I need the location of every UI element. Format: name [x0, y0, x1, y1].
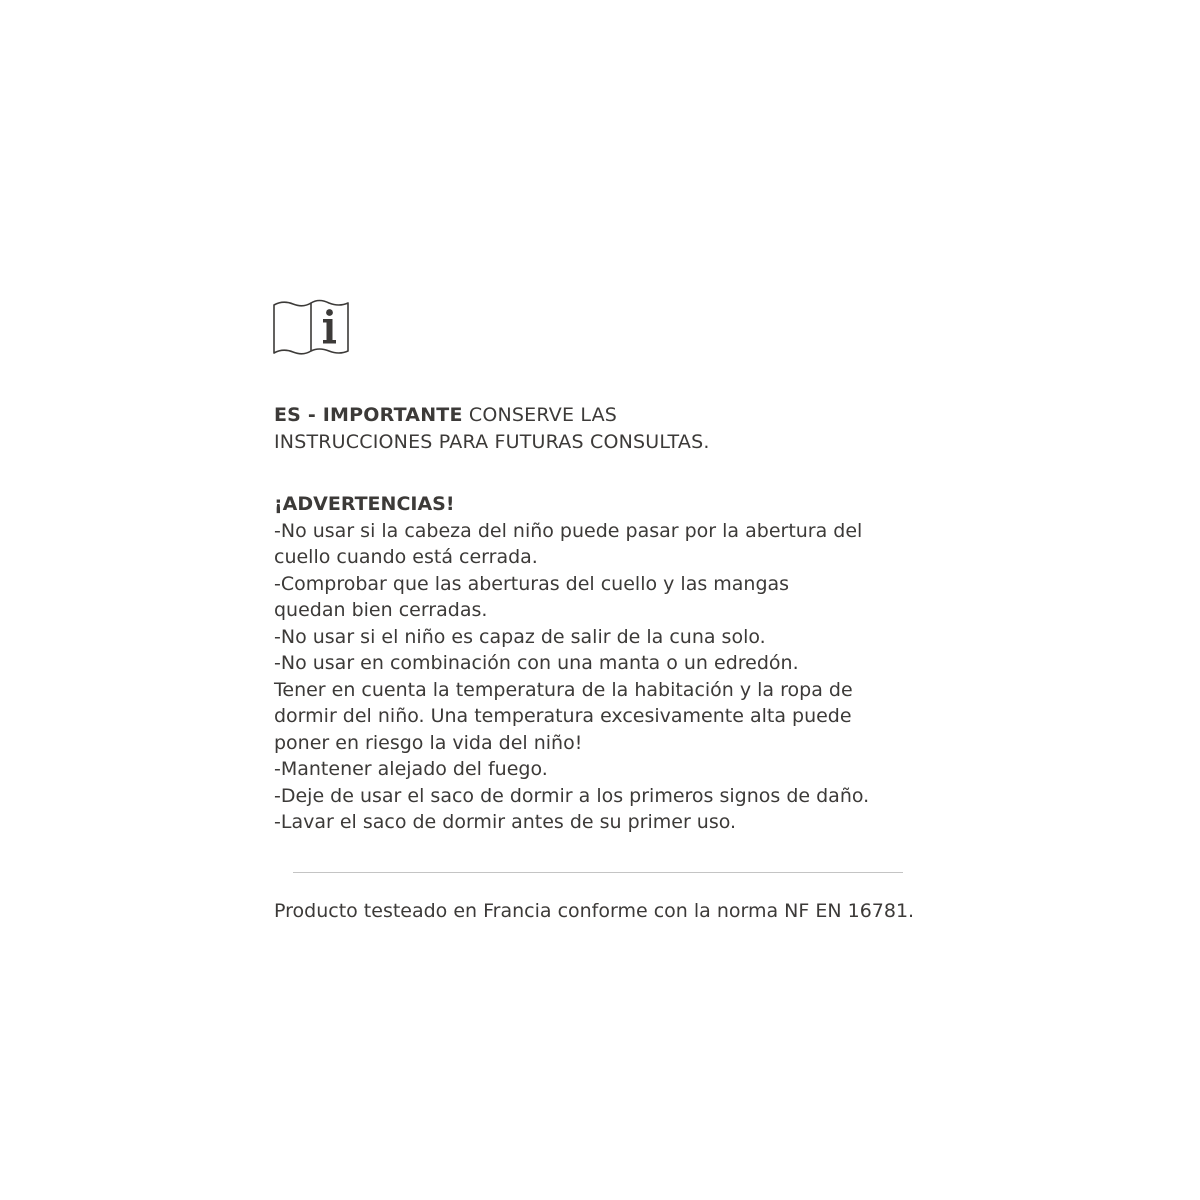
important-notice — [274, 402, 974, 456]
important-notice-line-1 — [274, 402, 974, 429]
warning-line: quedan bien cerradas. — [274, 599, 488, 621]
instruction-manual-info-icon — [273, 299, 349, 357]
warning-line: -No usar si la cabeza del niño puede pasar por la abertura del — [274, 519, 863, 542]
warning-line: -No usar si el niño es capaz de salir de la cuna solo. — [274, 625, 766, 648]
certification-note: Producto testeado en Francia conforme con la norma NF EN 16781. — [274, 900, 915, 922]
important-notice-line-2: INSTRUCCIONES PARA FUTURAS CONSULTAS. — [274, 431, 710, 453]
warning-line: -Mantener alejado del fuego. — [274, 758, 548, 780]
warning-line: dormir del niño. Una temperatura excesivamente alta puede — [274, 705, 852, 727]
warning-line: -Comprobar que las aberturas del cuello y las mangas — [274, 572, 790, 595]
warning-line: poner en riesgo la vida del niño! — [274, 731, 583, 754]
warnings-section — [274, 491, 954, 836]
important-notice-text: CONSERVE LAS — [462, 404, 618, 426]
warning-line: Tener en cuenta la temperatura de la habitación y la ropa de — [274, 678, 853, 701]
warnings-title: ¡ADVERTENCIAS! — [274, 493, 455, 515]
important-label: ES - IMPORTANTE — [274, 404, 463, 426]
divider — [293, 872, 903, 873]
warning-line: cuello cuando está cerrada. — [274, 546, 538, 568]
warning-line: -No usar en combinación con una manta o un edredón. — [274, 652, 799, 674]
warning-line: -Lavar el saco de dormir antes de su primer uso. — [274, 811, 737, 833]
warning-line: -Deje de usar el saco de dormir a los primeros signos de daño. — [274, 784, 870, 807]
